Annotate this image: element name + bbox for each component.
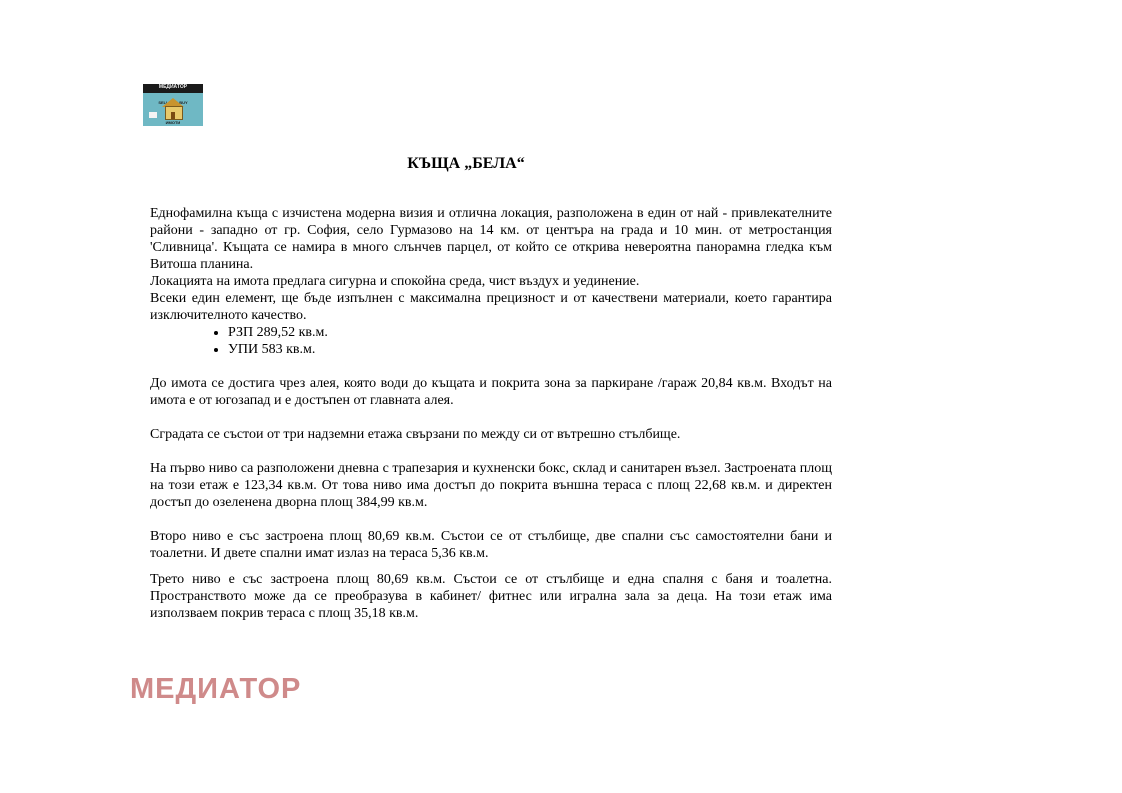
document-title: КЪЩА „БЕЛА“ — [407, 155, 525, 172]
intro-paragraph: Всеки един елемент, ще бъде изпълнен с максимална прецизност и от качествени материали, което гарантира изключителното качество. — [150, 291, 832, 323]
access-paragraph: До имота се достига чрез алея, която води до къщата и покрита зона за паркиране /гараж 20,84 кв.м. Входът на имота е от югозапад и е достъпен от главната алея. — [150, 376, 832, 408]
third-floor-paragraph: Трето ниво е със застроена площ 80,69 кв.м. Състои се от стълбище и една спалня с баня и тоалетна. Пространството може да се преобразува в кабинет/ фитнес или игрална зала за деца. На този етаж има използваем покрив тераса с площ 35,18 кв.м. — [150, 572, 832, 621]
document-body — [150, 205, 832, 622]
logo-sign-icon — [149, 112, 157, 118]
second-floor-paragraph: Второ ниво е със застроена площ 80,69 кв.м. Състои се от стълбище, две спални със самостоятелни бани и тоалетни. И двете спални имат излаз на тераса 5,36 кв.м. — [150, 529, 832, 561]
logo-brand-top: МЕДИАТОР — [158, 84, 188, 90]
intro-paragraph: Локацията на имота предлага сигурна и спокойна среда, чист въздух и уединение. — [150, 274, 640, 289]
brand-watermark: МЕДИАТОР — [130, 673, 302, 705]
area-list — [150, 324, 832, 358]
list-item: • УПИ 583 кв.м. — [228, 341, 832, 358]
first-floor-paragraph: На първо ниво са разположени дневна с трапезария и кухненски бокс, склад и санитарен възел. Застроената площ на този етаж е 123,34 кв.м. От това ниво има достъп до покрита външна тераса с площ 22,68 кв.м. и директен достъп до озеленена дворна площ 384,99 кв.м. — [150, 461, 832, 510]
logo-brand-bottom: ИМОТИ — [165, 120, 181, 125]
intro-paragraph: Еднофамилна къща с изчистена модерна визия и отлична локация, разположена в един от най - привлекателните райони - западно от гр. София, село Гурмазово на 14 км. от центъра на града и 10 мин. от метростанция 'Сливница'. Къщата се намира в много слънчев парцел, от който се открива невероятна панорамна гледка към Витоша планина. — [150, 206, 832, 272]
list-item: • РЗП 289,52 кв.м. — [228, 324, 832, 341]
logo-tagline: SELL AND BUY — [158, 100, 188, 105]
company-logo — [143, 84, 203, 126]
house-door-icon — [171, 112, 175, 119]
structure-paragraph: Сградата се състои от три надземни етажа свързани по между си от вътрешно стълбище. — [150, 427, 681, 442]
